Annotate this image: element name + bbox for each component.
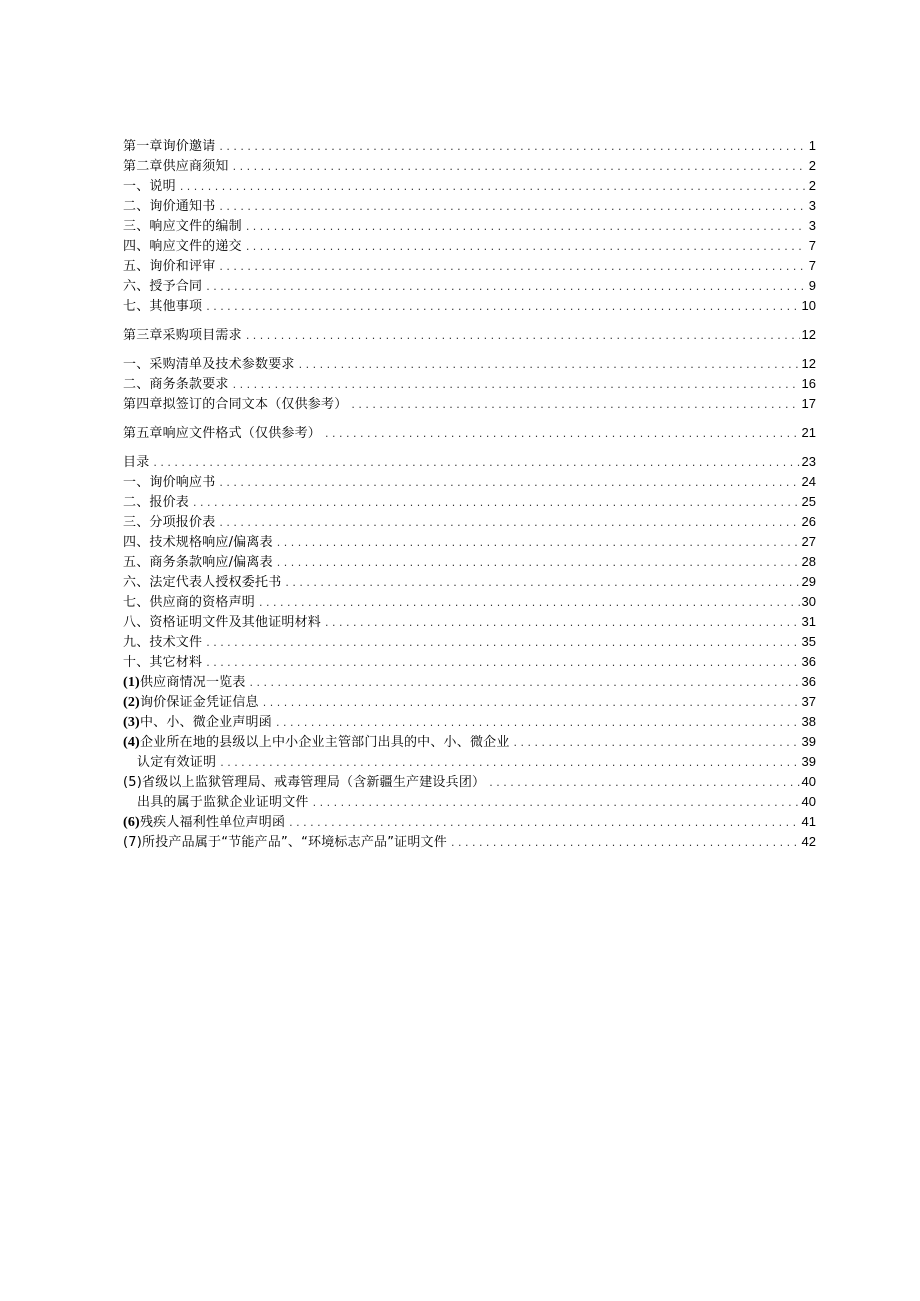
toc-entry[interactable]: [123, 325, 816, 345]
toc-entry[interactable]: [123, 732, 816, 752]
toc-entry-title: 五、商务条款响应/偏离表: [123, 555, 273, 570]
toc-entry-title: 九、技术文件: [123, 635, 203, 650]
toc-entry[interactable]: [123, 296, 816, 316]
toc-entry-text: 询价保证金凭证信息: [139, 695, 259, 710]
toc-dot-leader: [325, 424, 800, 444]
toc-page-number: 25: [801, 494, 816, 509]
toc-entry-text: 中、小、微企业声明函: [139, 715, 272, 730]
toc-entry-title: 三、响应文件的编制: [123, 219, 242, 234]
toc-page-number: 40: [801, 794, 816, 809]
toc-page-number: 37: [801, 694, 816, 709]
toc-dot-leader: [219, 197, 806, 217]
toc-dot-leader: [277, 533, 800, 553]
toc-dot-leader: [276, 713, 800, 733]
toc-entry-title: (5)省级以上监狱管理局、戒毒管理局（含新疆生产建设兵团）: [123, 775, 486, 790]
toc-page-number: 21: [801, 425, 816, 440]
toc-dot-leader: [206, 633, 799, 653]
toc-page-number: 29: [801, 574, 816, 589]
toc-entry-number: (4): [123, 735, 140, 750]
toc-dot-leader: [246, 237, 806, 257]
toc-entry-title: 七、其他事项: [123, 299, 203, 314]
toc-entry[interactable]: [123, 812, 816, 832]
toc-entry-title: 出具的属于监狱企业证明文件: [137, 795, 309, 810]
toc-entry[interactable]: [123, 552, 816, 572]
toc-entry-title: 第三章采购项目需求: [123, 328, 242, 343]
table-of-contents: [123, 136, 816, 852]
toc-dot-leader: [206, 653, 799, 673]
toc-page-number: 41: [801, 814, 816, 829]
toc-entry-title: 六、法定代表人授权委托书: [123, 575, 282, 590]
toc-page-number: 3: [808, 218, 816, 233]
toc-entry-title: 六、授予合同: [123, 279, 203, 294]
toc-entry[interactable]: [123, 632, 816, 652]
toc-dot-leader: [351, 395, 799, 415]
toc-dot-leader: [219, 513, 799, 533]
toc-entry-title: 第二章供应商须知: [123, 159, 229, 174]
toc-dot-leader: [219, 137, 806, 157]
toc-entry-title: 十、其它材料: [123, 655, 203, 670]
toc-entry[interactable]: [123, 196, 816, 216]
toc-entry[interactable]: [123, 136, 816, 156]
toc-entry-title: [123, 713, 272, 733]
toc-page-number: 30: [801, 594, 816, 609]
toc-dot-leader: [250, 673, 800, 693]
toc-entry[interactable]: [123, 592, 816, 612]
toc-entry-title: [123, 733, 510, 753]
toc-page-number: 7: [808, 238, 816, 253]
toc-dot-leader: [233, 375, 800, 395]
toc-entry-title: 七、供应商的资格声明: [123, 595, 256, 610]
toc-page-number: 3: [808, 198, 816, 213]
toc-entry[interactable]: [123, 612, 816, 632]
toc-entry[interactable]: [123, 572, 816, 592]
toc-entry-number: (6): [123, 815, 140, 830]
toc-entry-number: (1): [123, 675, 140, 690]
toc-entry[interactable]: [123, 423, 816, 443]
toc-entry[interactable]: [123, 472, 816, 492]
toc-entry[interactable]: [123, 832, 816, 852]
toc-entry[interactable]: [123, 492, 816, 512]
toc-dot-leader: [259, 593, 800, 613]
toc-page-number: 40: [801, 774, 816, 789]
toc-page-number: 24: [801, 474, 816, 489]
toc-entry[interactable]: [123, 394, 816, 414]
toc-dot-leader: [220, 753, 799, 773]
toc-page-number: 9: [808, 278, 816, 293]
toc-entry-title: 四、响应文件的递交: [123, 239, 242, 254]
toc-entry-title: 二、报价表: [123, 495, 190, 510]
toc-page-number: 39: [801, 754, 816, 769]
toc-entry[interactable]: [123, 692, 816, 712]
toc-entry-text: 供应商情况一览表: [139, 675, 246, 690]
toc-entry[interactable]: [123, 156, 816, 176]
toc-dot-leader: [206, 297, 799, 317]
toc-dot-leader: [289, 813, 799, 833]
toc-entry[interactable]: [123, 176, 816, 196]
toc-page-number: 31: [801, 614, 816, 629]
toc-entry-text: 企业所在地的县级以上中小企业主管部门出具的中、小、微企业: [139, 735, 510, 750]
toc-page-number: 12: [801, 327, 816, 342]
toc-dot-leader: [451, 833, 800, 853]
toc-dot-leader: [233, 157, 806, 177]
toc-dot-leader: [246, 326, 800, 346]
toc-dot-leader: [489, 773, 799, 793]
toc-entry-title: 目录: [123, 455, 150, 470]
toc-entry[interactable]: [123, 672, 816, 692]
toc-page-number: 36: [801, 654, 816, 669]
toc-entry[interactable]: [123, 792, 816, 812]
toc-entry-title: [123, 693, 259, 713]
toc-dot-leader: [285, 573, 799, 593]
toc-dot-leader: [277, 553, 800, 573]
toc-entry[interactable]: [123, 512, 816, 532]
toc-dot-leader: [180, 177, 806, 197]
toc-entry-title: 第五章响应文件格式（仅供参考）: [123, 426, 322, 441]
toc-entry[interactable]: [123, 712, 816, 732]
toc-entry-text: 残疾人福利性单位声明函: [139, 815, 286, 830]
toc-entry[interactable]: [123, 452, 816, 472]
toc-entry-title: 第一章询价邀请: [123, 139, 216, 154]
toc-page-number: 38: [801, 714, 816, 729]
toc-entry-title: 第四章拟签订的合同文本（仅供参考）: [123, 397, 348, 412]
toc-entry-title: 二、询价通知书: [123, 199, 216, 214]
toc-page-number: 26: [801, 514, 816, 529]
toc-dot-leader: [514, 733, 800, 753]
toc-entry[interactable]: [123, 216, 816, 236]
toc-entry-title: 三、分项报价表: [123, 515, 216, 530]
toc-dot-leader: [313, 793, 800, 813]
toc-entry[interactable]: [123, 772, 816, 792]
toc-entry[interactable]: [123, 354, 816, 374]
toc-entry-title: 二、商务条款要求: [123, 377, 229, 392]
toc-page-number: 35: [801, 634, 816, 649]
toc-entry[interactable]: [123, 652, 816, 672]
toc-dot-leader: [246, 217, 806, 237]
toc-dot-leader: [153, 453, 799, 473]
toc-entry[interactable]: [123, 752, 816, 772]
toc-dot-leader: [219, 473, 799, 493]
toc-page-number: 12: [801, 356, 816, 371]
toc-page-number: 42: [801, 834, 816, 849]
toc-page-number: 17: [801, 396, 816, 411]
toc-dot-leader: [299, 355, 800, 375]
toc-page-number: 27: [801, 534, 816, 549]
toc-entry-title: 一、采购清单及技术参数要求: [123, 357, 295, 372]
toc-entry-title: 认定有效证明: [137, 755, 217, 770]
toc-entry[interactable]: [123, 256, 816, 276]
toc-entry-number: (2): [123, 695, 140, 710]
toc-entry[interactable]: [123, 532, 816, 552]
toc-page-number: 10: [801, 298, 816, 313]
toc-dot-leader: [325, 613, 800, 633]
toc-entry-title: 一、询价响应书: [123, 475, 216, 490]
toc-page-number: 16: [801, 376, 816, 391]
toc-page-number: 28: [801, 554, 816, 569]
toc-page-number: 7: [808, 258, 816, 273]
toc-dot-leader: [219, 257, 806, 277]
toc-dot-leader: [206, 277, 806, 297]
toc-page-number: 2: [808, 178, 816, 193]
toc-page-number: 1: [808, 138, 816, 153]
toc-entry-title: 一、说明: [123, 179, 176, 194]
toc-entry-title: (7)所投产品属于“节能产品”、“环境标志产品”证明文件: [123, 835, 447, 850]
toc-page-number: 2: [808, 158, 816, 173]
toc-entry[interactable]: [123, 374, 816, 394]
toc-entry-title: 五、询价和评审: [123, 259, 216, 274]
toc-dot-leader: [263, 693, 800, 713]
toc-entry-title: 四、技术规格响应/偏离表: [123, 535, 273, 550]
toc-entry[interactable]: [123, 236, 816, 256]
toc-entry-title: 八、资格证明文件及其他证明材料: [123, 615, 322, 630]
toc-page-number: 39: [801, 734, 816, 749]
toc-entry-title: [123, 813, 285, 833]
toc-page-number: 23: [801, 454, 816, 469]
toc-dot-leader: [193, 493, 800, 513]
toc-entry-number: (3): [123, 715, 140, 730]
toc-entry[interactable]: [123, 276, 816, 296]
toc-page-number: 36: [801, 674, 816, 689]
toc-entry-title: [123, 673, 246, 693]
